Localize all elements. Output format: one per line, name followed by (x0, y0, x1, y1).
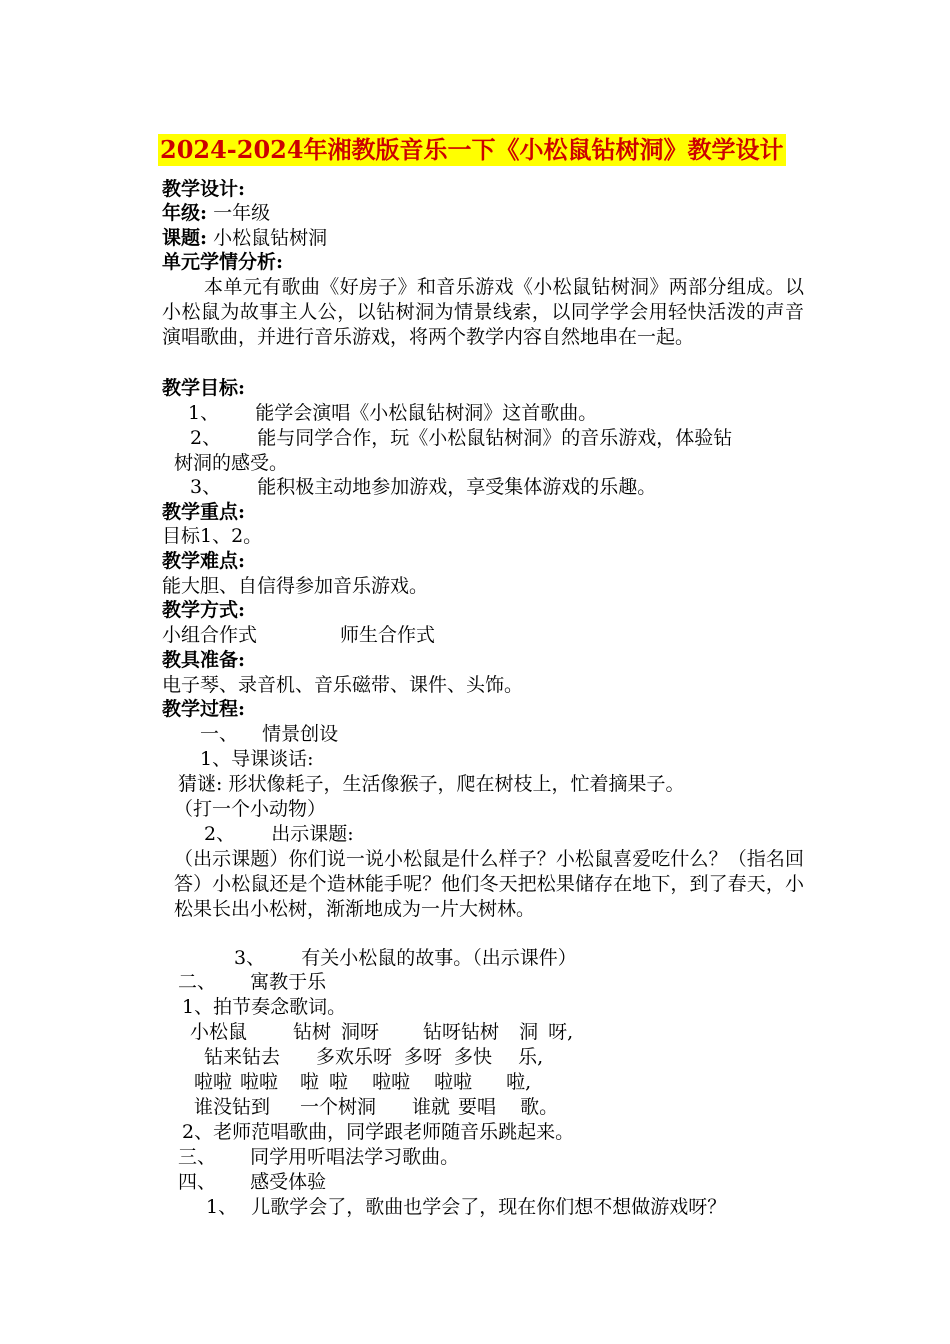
step-heading: 1、导课谈话: (200, 748, 314, 770)
lyric-line (194, 1070, 531, 1095)
section-heading (178, 1145, 459, 1170)
section-text: 感受体验 (250, 1171, 327, 1193)
step-text: 出示课题: (271, 823, 354, 845)
section-text: 情景创设 (262, 723, 339, 745)
lyric-word: 乐, (518, 1046, 544, 1068)
difficulty-value: 能大胆、自信得参加音乐游戏。 (162, 575, 429, 597)
section-heading (200, 722, 338, 747)
method-label: 教学方式: (162, 599, 246, 621)
topic-label: 课题: (162, 227, 208, 249)
lyric-word: 多欢乐呀 (316, 1046, 393, 1068)
lyric-word: 谁就 (412, 1096, 451, 1118)
step-heading: 2、老师范唱歌曲，同学跟老师随音乐跳起来。 (182, 1121, 575, 1143)
riddle-text: 猜谜: 形状像耗子，生活像猴子，爬在树枝上，忙着摘果子。 (178, 773, 685, 795)
objective-number: 1、 (188, 402, 220, 424)
section-number: 四、 (178, 1171, 217, 1193)
step-number: 1、 (206, 1196, 238, 1218)
objective-item (190, 426, 732, 451)
lyric-line (190, 1020, 573, 1045)
objective-number: 3、 (190, 476, 222, 498)
lyric-word: 要唱 (458, 1096, 497, 1118)
grade-label: 年级: (162, 202, 208, 224)
lyric-word: 歌。 (520, 1096, 559, 1118)
objective-number: 2、 (190, 427, 222, 449)
key-value: 目标1、2。 (162, 525, 263, 547)
document-title: 2024-2024年湘教版音乐一下《小松鼠钻树洞》教学设计 (160, 135, 784, 164)
lyric-word: 啦啦 (194, 1071, 233, 1093)
tools-label: 教具准备: (162, 649, 246, 671)
objective-text: 能积极主动地参加游戏，享受集体游戏的乐趣。 (257, 476, 657, 498)
lyric-word: 钻来钻去 (204, 1046, 281, 1068)
lyric-word: 呀, (548, 1021, 574, 1043)
lyric-word: 多快 (454, 1046, 493, 1068)
objective-item (188, 401, 597, 426)
design-label: 教学设计: (162, 178, 246, 200)
topic-value: 小松鼠钻树洞 (213, 227, 328, 249)
lyric-line (204, 1045, 543, 1070)
objective-text: 能学会演唱《小松鼠钻树洞》这首歌曲。 (255, 402, 598, 424)
lyric-word: 啦, (506, 1071, 532, 1093)
lyric-word: 钻呀钻树 (423, 1021, 500, 1043)
step-heading: 1、拍节奏念歌词。 (182, 996, 347, 1018)
objective-text: 能与同学合作，玩《小松鼠钻树洞》的音乐游戏，体验钻 (257, 427, 733, 449)
lyric-word: 洞 (519, 1021, 539, 1043)
lyric-word: 洞呀 (341, 1021, 380, 1043)
step-heading (206, 1195, 726, 1220)
objectives-label: 教学目标: (162, 377, 246, 399)
tools-value: 电子琴、录音机、音乐磁带、课件、头饰。 (162, 674, 524, 696)
method-value: 小组合作式 (162, 624, 258, 646)
grade-line (162, 201, 270, 226)
lyric-word: 啦 (329, 1071, 349, 1093)
step-number: 3、 (234, 947, 266, 969)
objective-item (190, 475, 656, 500)
topic-line (162, 226, 327, 251)
key-label: 教学重点: (162, 501, 246, 523)
analysis-paragraph: 本单元有歌曲《好房子》和音乐游戏《小松鼠钻树洞》两部分组成。以小松鼠为故事主人公，以钻树洞为情景线索，以同学学会用轻快活泼的声音演唱歌曲，并进行音乐游戏，将两个教学内容自然地串在一起。 (162, 276, 804, 348)
step-text: 儿歌学会了，歌曲也学会了，现在你们想不想做游戏呀？ (251, 1196, 727, 1218)
lyric-word: 钻树 (293, 1021, 332, 1043)
lyric-word: 一个树洞 (300, 1096, 377, 1118)
objective-continuation: 树洞的感受。 (174, 452, 289, 474)
lyric-word: 谁没钻到 (194, 1096, 271, 1118)
step-heading (234, 946, 577, 971)
step-heading (204, 822, 354, 847)
riddle-hint: （打一个小动物） (174, 798, 327, 820)
method-value: 师生合作式 (340, 624, 436, 646)
section-number: 一、 (200, 723, 239, 745)
step-paragraph: （出示课题）你们说一说小松鼠是什么样子？小松鼠喜爱吃什么？（指名回答）小松鼠还是个造林能手呢？他们冬天把松果储存在地下，到了春天，小松果长出小松树，渐渐地成为一片大树林。 (174, 848, 804, 920)
step-number: 2、 (204, 823, 236, 845)
section-heading (178, 970, 326, 995)
section-heading (178, 1170, 326, 1195)
lyric-word: 啦 (300, 1071, 320, 1093)
lyric-word: 啦啦 (434, 1071, 473, 1093)
difficulty-label: 教学难点: (162, 550, 246, 572)
lyric-word: 啦啦 (240, 1071, 279, 1093)
lyric-word: 啦啦 (372, 1071, 411, 1093)
section-number: 三、 (178, 1146, 217, 1168)
section-text: 寓教于乐 (250, 971, 327, 993)
section-number: 二、 (178, 971, 217, 993)
analysis-label: 单元学情分析: (162, 251, 284, 273)
step-text: 有关小松鼠的故事。（出示课件） (301, 947, 577, 969)
section-text: 同学用听唱法学习歌曲。 (250, 1146, 460, 1168)
process-label: 教学过程: (162, 698, 246, 720)
lyric-word: 多呀 (404, 1046, 443, 1068)
lyric-line (194, 1095, 558, 1120)
grade-value: 一年级 (213, 202, 271, 224)
lyric-word: 小松鼠 (190, 1021, 248, 1043)
